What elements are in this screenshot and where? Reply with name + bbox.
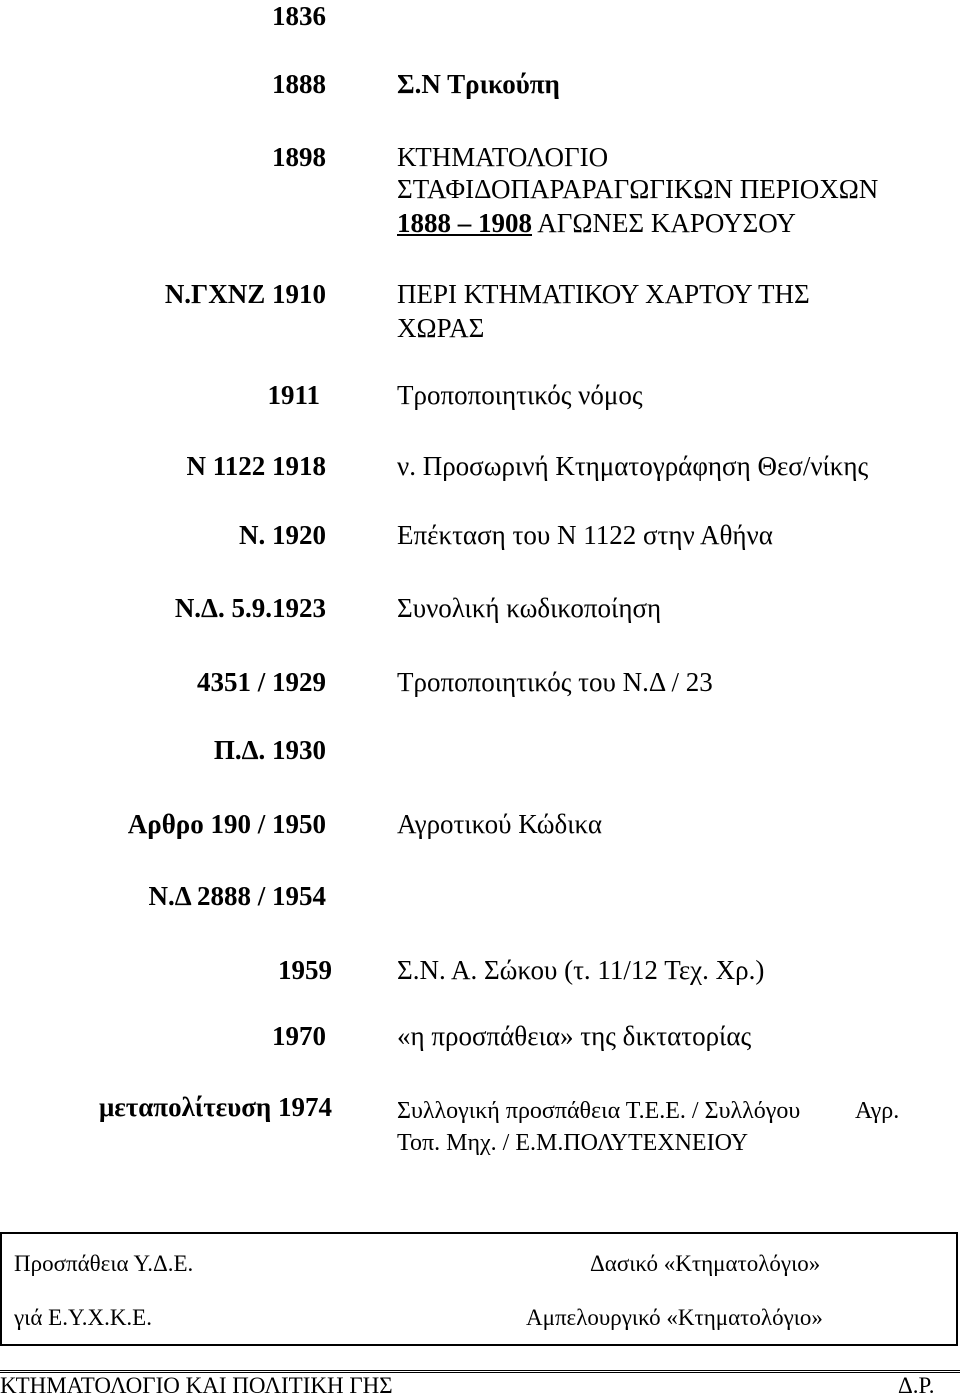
date-1923: Ν.Δ. 5.9.1923 xyxy=(174,593,326,623)
desc-1974-line2: Τοπ. Μηχ. / Ε.Μ.ΠΟΛΥΤΕΧΝΕΙΟΥ xyxy=(397,1130,749,1156)
date-1929: 4351 / 1929 xyxy=(196,667,326,697)
desc-1923: Συνολική κωδικοποίηση xyxy=(397,593,662,623)
footer-title: ΚΤΗΜΑΤΟΛΟΓΙΟ ΚΑΙ ΠΟΛΙΤΙΚΗ ΓΗΣ xyxy=(0,1373,393,1398)
desc-1910-line1: ΠΕΡΙ ΚΤΗΜΑΤΙΚΟΥ ΧΑΡΤΟΥ ΤΗΣ xyxy=(397,279,810,309)
desc-1959: Σ.Ν. Α. Σώκου (τ. 11/12 Τεχ. Χρ.) xyxy=(397,955,765,985)
date-1954: Ν.Δ 2888 / 1954 xyxy=(148,881,326,911)
desc-1888: Σ.Ν Τρικούπη xyxy=(397,69,560,99)
karousos-period: 1888 – 1908 xyxy=(397,208,532,238)
date-1911: 1911 xyxy=(267,380,320,410)
desc-karousos-line xyxy=(397,207,796,239)
efforts-box xyxy=(0,1232,958,1346)
desc-1898-line1: ΚΤΗΜΑΤΟΛΟΓΙΟ xyxy=(397,142,609,172)
box-right-line2: Αμπελουργικό «Κτηματολόγιο» xyxy=(526,1305,823,1330)
karousos-text: ΑΓΩΝΕΣ ΚΑΡΟΥΣΟΥ xyxy=(537,208,796,238)
desc-1970: «η προσπάθεια» της δικτατορίας xyxy=(397,1021,752,1051)
desc-1918: ν. Προσωρινή Κτηματογράφηση Θεσ/νίκης xyxy=(397,451,869,481)
desc-1910-line2: ΧΩΡΑΣ xyxy=(397,313,485,343)
box-left-line2: γιά Ε.Υ.Χ.Κ.Ε. xyxy=(14,1305,152,1330)
date-1970: 1970 xyxy=(272,1021,326,1051)
desc-1898-line2: ΣΤΑΦΙΔΟΠΑΡΑΡΑΓΩΓΙΚΩΝ ΠΕΡΙΟΧΩΝ xyxy=(397,174,879,204)
desc-1974-line1: Συλλογική προσπάθεια Τ.Ε.Ε. / Συλλόγου xyxy=(397,1098,801,1124)
desc-1974-agr: Αγρ. xyxy=(855,1098,900,1124)
date-1930: Π.Δ. 1930 xyxy=(213,735,326,765)
footer-initials: Δ.Ρ. xyxy=(898,1373,935,1398)
date-1898: 1898 xyxy=(272,142,326,172)
box-right-line1: Δασικό «Κτηματολόγιο» xyxy=(590,1251,821,1276)
date-1974: μεταπολίτευση 1974 xyxy=(98,1092,332,1122)
date-1910: Ν.ΓΧΝΖ 1910 xyxy=(164,279,326,309)
date-1888: 1888 xyxy=(272,69,326,99)
date-1920: Ν. 1920 xyxy=(239,520,326,550)
date-1836: 1836 xyxy=(272,1,326,31)
desc-1911: Τροποποιητικός νόμος xyxy=(397,380,643,410)
box-left-line1: Προσπάθεια Υ.Δ.Ε. xyxy=(14,1251,194,1276)
desc-1929: Τροποποιητικός του Ν.Δ / 23 xyxy=(397,667,713,697)
date-1959: 1959 xyxy=(278,955,332,985)
desc-1950: Αγροτικού Κώδικα xyxy=(397,809,603,839)
desc-1920: Επέκταση του Ν 1122 στην Αθήνα xyxy=(397,520,773,550)
date-1950: Αρθρο 190 / 1950 xyxy=(127,809,326,839)
date-1918: Ν 1122 1918 xyxy=(186,451,326,481)
